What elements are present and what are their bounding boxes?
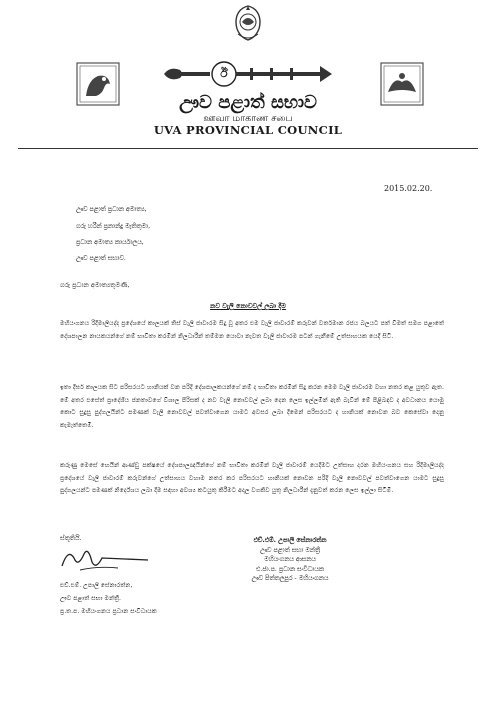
provincial-bar-ornament: [160, 58, 336, 90]
body-paragraph: කරුණු මෙසේ හෙයින් ආණ්ඩු පක්ෂයේ දේශපාලඥයින්ගේ නම් භාවිතා කරමින් වැලි ජාවාරම් යෙදීමට උත්සාහ දරන මහියංගනය සහ රිදීමාලියද්ද ප්‍රදේශයේ වැලි ජාවාරම් කරුවන්ගේ උත්සාහය වහාම නතර කර පරිසරයට හානියක් නොවන පරිදි වැලි නොවවල් පවත්වාගෙන යාමට සුදුසු පුද්ගලයන්ට පමණක් නිර්දේශය ලබා දීම සඳහා අවශ්‍ය කටයුතු කිරීමට අදාල වගකිව යුතු නිලධාරීන් දැනුවත් කරන ලෙස ඉල්ලා සිටිමි.: [60, 462, 444, 495]
council-title-tamil: ஊவா மாகாண சபை: [203, 113, 293, 124]
handwritten-signature: [58, 544, 154, 574]
sri-lanka-emblem: [232, 4, 264, 42]
stamp-line: මහියංගනය ආසනය: [264, 556, 316, 563]
council-title-english: UVA PROVINCIAL COUNCIL: [153, 123, 343, 137]
council-title-sinhala: ඌව පළාත් සභාව: [179, 92, 317, 113]
recipient-line: ඌව පළාත් සභාව.: [76, 255, 126, 262]
letter-date: 2015.02.20.: [384, 184, 433, 193]
letter-subject: නව වැලි නොවවල් ලබා දීම: [210, 302, 286, 310]
stamp-line: ඌව පළාත් සභා මන්ත්‍රී: [259, 546, 321, 554]
recipient-line: ප්‍රධාන අමාත්‍ය කාර්යාලය,: [76, 239, 144, 246]
official-stamp: [220, 536, 360, 584]
recipient-line: ඌව පළාත් ප්‍රධාන අමාත්‍ය,: [76, 206, 147, 213]
stamp-line: ඌව පිත්තලපුර - මහියංගනය: [251, 575, 329, 582]
stamp-line: එ.ජා.ප. ප්‍රධාන සංවිධායක: [255, 565, 324, 573]
recipient-line: ගරු හරීන් ප්‍රනාන්දු මැතිතුමා,: [76, 223, 151, 230]
signatory-name: එච්.එම්. උපාලි සේනාරත්න,: [60, 582, 133, 589]
stamp-line: එච්.එම්. උපාලි සේනාරත්න: [253, 537, 327, 544]
signatory-title: ඌව පළාත් සභා මන්ත්‍රී.: [60, 595, 121, 602]
salutation: ගරු ප්‍රධාන අමාත්‍යතුමණි,: [60, 281, 130, 289]
body-paragraph: ඉතා දීර්ඝ කාලයක සිට පරිසරයට හානියක් වන පරිදි දේශපාලකයන්ගේ නම් ද භාවිතා කරමින් සිදු කරන මෙම වැලි ජාවාරම වහා නතර කළ යුතුව ඇත. මේ අතර එසේත් ප්‍රාදේශීය ජනතාවගේ විශාල පිරිසක් ද නව වැලි නොවවල් ලබා දෙන ලෙස ඉල්ලමින් ඇති බැවින් මේ පිළිබඳව ද අවධානය යොමු කොට සුදුසු පුද්ගලයින්ට පමණක් වැලි නොවවල් පවත්වාගෙන යාමට අවසර ලබා දීමෙන් පරිසරයට ද හානියක් නොවන බව කෙසේවා දෙනු කැමැත්තෙමි.: [60, 384, 444, 429]
body-paragraph: මහියංගනය රිදීමාලියද්ද ප්‍රදේශයේ කාලයක් තිස් වැලි ජාවාරම සිදු වූ අතර එම වැලි ජාවාරම් කරුවන් වර්තමාන රජය බලයට පත් වීමත් සමග පළාතේ දේශපාලන නායකයන්ගේ නම් භාවිතා කරමින් නිලධාරීන් තම්මන යොවා නැවත වැලි ජාවාරම පටන් ගැනීමේ උත්සාහයක යෙදී සිටී.: [60, 320, 444, 340]
header-divider: [18, 148, 478, 149]
signatory-role: ප්‍ර.ත.ප. මහියංගනය ප්‍රධාන සංවිධායක: [60, 608, 157, 615]
closing-thanks: ස්තූතියි.: [60, 534, 82, 542]
bar-letter: ඊ: [220, 66, 228, 80]
